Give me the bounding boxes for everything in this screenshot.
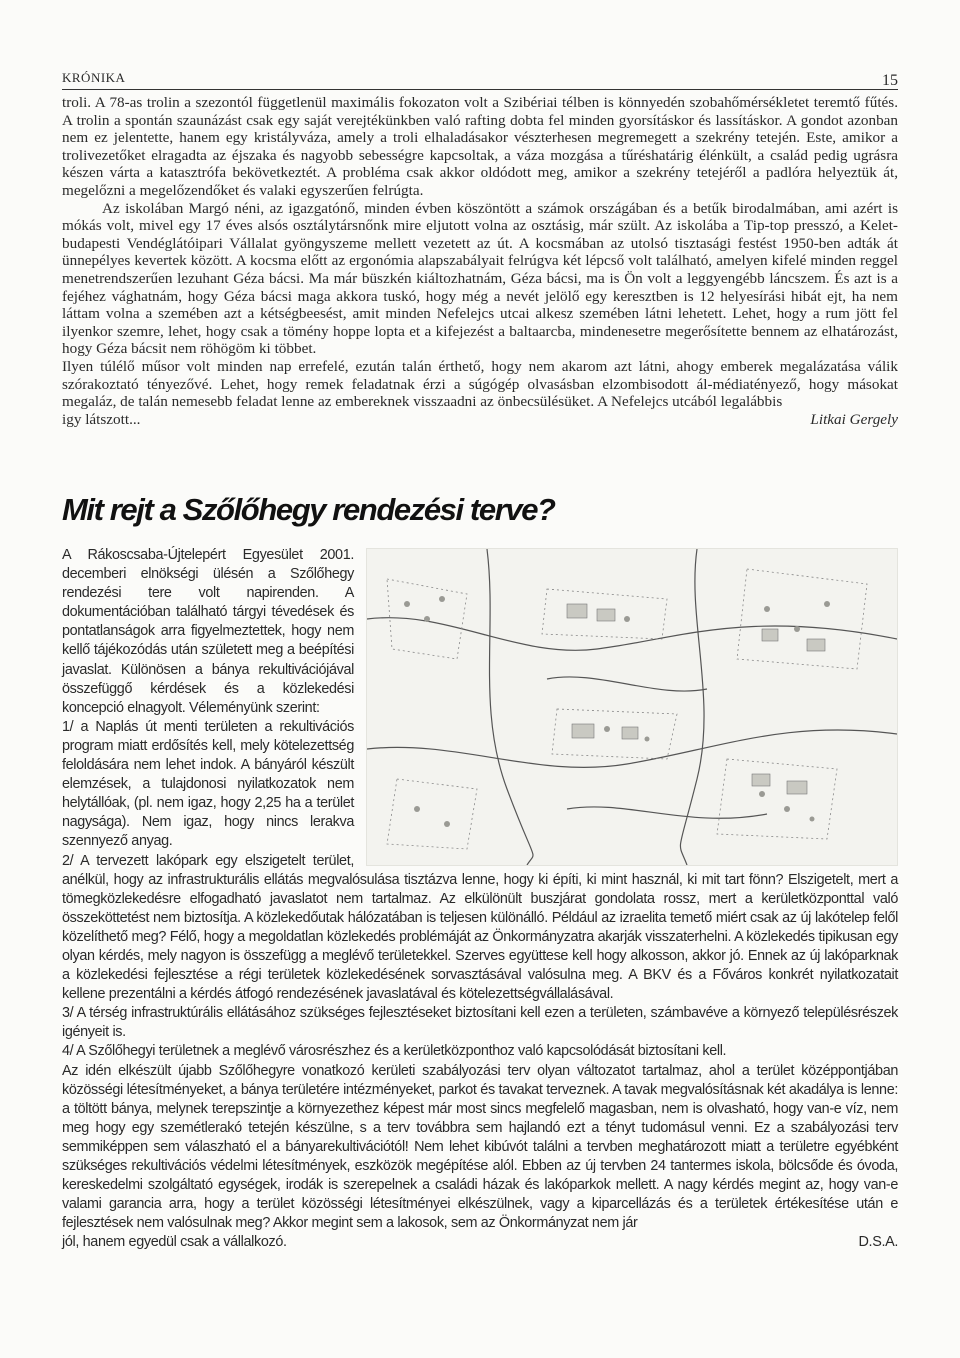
article2-paragraph: 2/ A tervezett lakópark egy elszigetelt terület, anélkül, hogy az infrastrukturális ellátás megvalósulása tisztázva lenne, hogy ki építi, ki mint használ, ki mit tart fönn? Elszigetelt, mert a tömegközlekedésre elfogadható javaslatot nem tartalmaz. Az elkülönült buszjárat gondolata rossz, mert a kerületközponttal való összeköttetést nem biztosítja. A közlekedőutak hálózatában is teljesen különálló. Például az izraelita temető miért csak az új lakótelep felől közelíthető meg? Félő, hogy a megoldatlan közlekedés problémáját az Önkormányzatra akarják visszaterhelni. A közlekedés tipikusan egy olyan kérdés, mely nagyon is összefügg a meglévő területekkel. Szerves együttese kell hogy alkosson, akkor jó. Ennek az új lakóparknak a közlekedési fejlesztése a régi területek közlekedésének sorvasztásával valósulna meg. A BKV és a Főváros konkrét nyilatkozatait kellene prezentálni a kérdés átfogó rendezésének javaslatával és kötelezettségvállalásával. [62,852,898,1003]
article1-closing: igy látszott... [62,410,141,428]
article1-paragraph: Ilyen túlélő műsor volt minden nap errefelé, ezután talán érthető, hogy nem akarom azt látni, ahogy emberek megalázatása válik szórakoztató tényezővé. Lehet, hogy remek feladatnak érzi a súgógép olvasásban elzombisodott ál-médiatényező, hogy másokat megaláz, de talán nemesebb feladat lenne az embereknek visszaadni az önbecsülésüket. A Nefelejcs utcából legalábbis [62,357,898,411]
article2-signature-row [62,1233,898,1252]
author-initials: D.S.A. [858,1234,898,1251]
site-plan-drawing [367,549,897,865]
article-nefelejcs [62,94,898,428]
page-number: 15 [882,72,898,89]
article1-paragraph: troli. A 78-as trolin a szezontól függetlenül maximális fokozaton volt a Szibériai télben is könnyedén szobahőmérsékletet teremtő fűtés. A trolin a spontán szaunázást csak egy saját verejtékünkben való rafting dobta fel minden gyorsításkor és lassításkor. A gondot azonban nem ez jelentette, hanem egy kristályváza, amely a troli elhaladásakor vészterhesen megremegett a szekrény tetején. Este, amikor a trolivezetőket elragadta az éjszaka és nagyobb sebességre kapcsoltak, a váza mozgása a tűréshatárig élénkült, a család pedig ugrásra készen várta a katasztrófa bekövetkeztét. A probléma csak akkor oldódott meg, amikor a szekrény tetejéről a padlóra helyeztük át, megelőzni a megelőzendőket és valaki egyszerűen felrúgta. [62,94,898,199]
article2-closing: jól, hanem egyedül csak a vállalkozó. [62,1234,287,1251]
article2-paragraph: A Rákoscsaba-Újtelepért Egyesület 2001. decemberi elnökségi ülésén a Szőlőhegy rendezési tere volt napirenden. A dokumentációban található tárgyi tévedések és pontatlanságok arra figyelmeztettek, hogy nem kellő tájékozódás után született meg a beépítési javaslat. Különösen a bánya rekultivációjával összefüggő kérdések és a közlekedési koncepció elnagyolt. Véleményünk szerint: [62,547,354,716]
article2-paragraph: 3/ A térség infrastruktúrális ellátásához szükséges fejlesztéseket biztosítani kell ezen a területen, számbavéve a környező településrészek igényeit is. [62,1005,898,1041]
section-name: KRÓNIKA [62,70,126,85]
header-rule [62,89,898,90]
article1-signature-row [62,411,898,429]
author-signature: Litkai Gergely [810,410,898,428]
article-headline: Mit rejt a Szőlőhegy rendezési terve? [62,492,555,527]
article2-paragraph: Az idén elkészült újabb Szőlőhegyre vonatkozó kerületi szabályozási terv olyan változatot tartalmaz, ahol a terület középpontjában közösségi létesítményeket, a bánya területére intézményeket, parkot és tavakat terveznek. A tavak megvalósításnak két akadálya is lenne: a töltött bánya, melynek terepszintje a környezethez képest már most sincs megfelelő magasban, nem is olvasható, hogy van-e víz, nem meg hogy egy szemétlerakó tetején készülne, s a terv továbbra sem hajlandó ezt a tényt tudomásul venni. Ez a szabályozási terv semmiképpen sem válaszható el a bányarekultivációtól! Nem lehet kibúvót találni a tervben meghatározott miatt a területre egyébként szükséges rekultivációs védelmi létesítmények, eszközök megépítése alól. Ebben az új tervben 24 tantermes iskola, bölcsőde és óvoda, kereskedelmi szolgáltató egységek, irodák is szerepelnek a családi házak és lakóparkok mellett. A nagy kérdés megint az, hogy van-e valami garancia arra, hogy a terület közösségi létesítményei elkészülnek, vagy a kiparcellázás és a területek értékesítése után e fejlesztések nem valósulnak meg? Akkor megint sem a lakosok, sem az Önkormányzat nem jár [62,1062,898,1232]
page-header [62,66,898,88]
article2-paragraph: 1/ a Naplás út menti területen a rekultivációs program miatt erdősítés kell, mely kötelezettség feloldására nem lehet indok. A bányáról készült elemzések, a tulajdonosi nyilatkozatok nem helytállóak, (pl. nem igaz, hogy 2,25 ha a terület nagysága). Nem igaz, hogy nincs lerakva szennyező anyag. [62,718,354,850]
article-szolohegy [62,546,898,1252]
article2-paragraph: 4/ A Szőlőhegyi területnek a meglévő városrészhez és a kerületközponthoz való kapcsolódását biztosítani kell. [62,1043,727,1060]
article1-paragraph: Az iskolában Margó néni, az igazgatónő, minden évben köszöntött a számok országában és a betűk birodalmában, ami azért is mókás volt, mivel egy 17 éves alsós osztálytársnőnk mire eljutott volna az osztásig, már szült. Az iskolába a Tip-top presszó, a Kelet-budapesti Vendéglátóipari Vállalat gyöngyszeme mellett vezetett az út. A kocsmában az utolsó tisztasági festést 1950-ben adták át ünnepélyes kevertek között. A kocsma előtt az ergonómia alapszabályait felrúgva két lépcső volt található, amelyen kifelé minden reggel menetrendszerűen lezuhant Géza bácsi. Ma már büszkén kiáltozhatnám, Géza bácsi, ma is Ön volt a leggyengébb láncszem. És azt is a fejéhez vághatnám, hogy Géza bácsi maga akkora tuskó, hogy még a nevét jelölő egy keresztben is 12 helyesírási hibát ejt, ha nem láttam volna a szemében azt a kétségbeesést, amit minden Nefelejcs utcai alkesz szemében látni lehetett. Lehet, hogy a rum jött fel ilyenkor szemre, lehet, hogy csak a tömény hoppe lopta et a kifejezést a baltaarcba, mindenesetre megerősítette bennem az elhatározást, hogy Géza bácsit nem röhögöm ki többet. [62,199,898,358]
site-plan-map [366,548,898,866]
